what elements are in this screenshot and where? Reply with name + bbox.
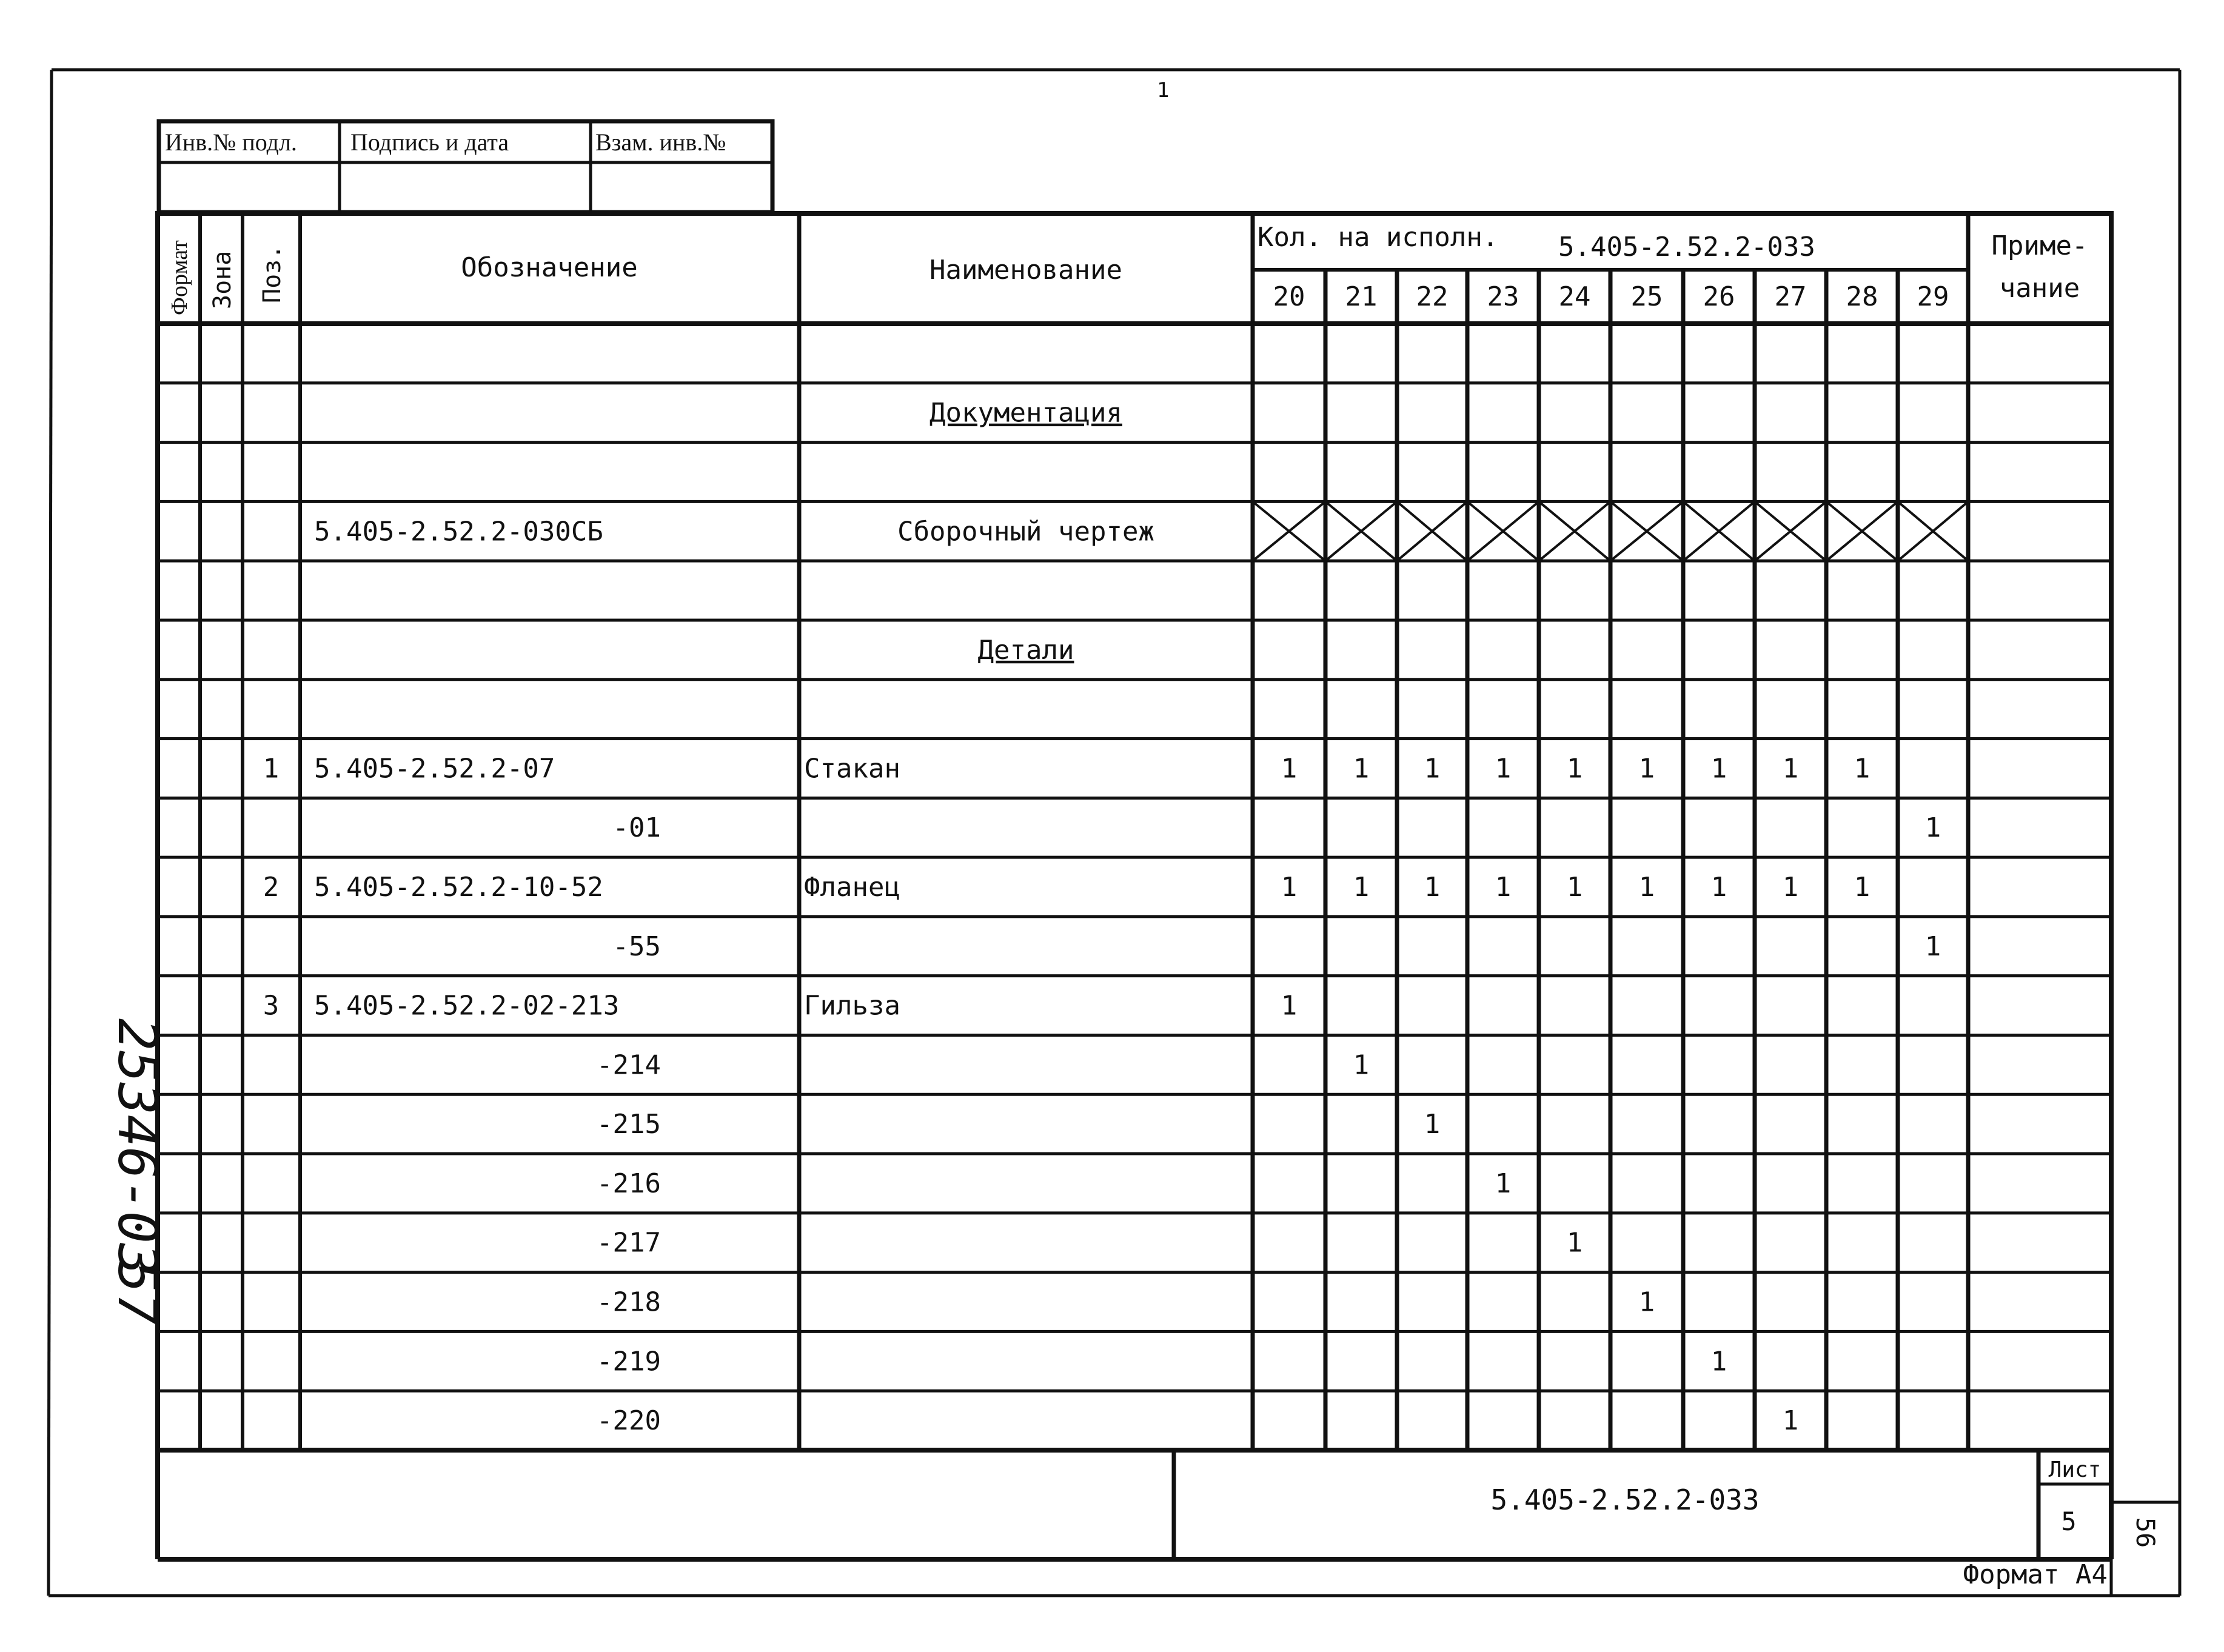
- table-row: [929, 398, 1122, 429]
- variant-header: 22: [1416, 281, 1449, 312]
- variant-header: 20: [1273, 281, 1305, 312]
- page-number: 56: [2131, 1517, 2160, 1548]
- variant-header: 29: [1917, 281, 1949, 312]
- table-row: [597, 1228, 1583, 1259]
- table-row: [597, 1405, 1798, 1436]
- row-designation: -216: [597, 1168, 661, 1199]
- row-designation: 5.405-2.52.2-030СБ: [314, 516, 603, 547]
- table-row: [263, 753, 1871, 784]
- table-row: [613, 931, 1941, 962]
- header-name: Наименование: [929, 255, 1122, 286]
- row-name: Гильза: [804, 990, 900, 1022]
- row-pos: 1: [263, 753, 280, 784]
- row-quantity: 1: [1710, 872, 1727, 903]
- table-row: [597, 1109, 1440, 1140]
- row-name: Фланец: [804, 872, 900, 903]
- format-label: Формат А4: [1963, 1559, 2108, 1590]
- row-designation: 5.405-2.52.2-07: [314, 753, 555, 784]
- row-quantity: 1: [1566, 872, 1583, 903]
- header-pos: Поз.: [258, 244, 286, 303]
- row-quantity: 1: [1710, 1346, 1727, 1377]
- table-row: [613, 812, 1941, 843]
- variant-header: 25: [1630, 281, 1663, 312]
- row-quantity: 1: [1281, 990, 1298, 1022]
- row-quantity: 1: [1495, 872, 1512, 903]
- row-quantity: 1: [1424, 872, 1441, 903]
- table-row: [597, 1168, 1511, 1199]
- row-designation: -01: [612, 812, 661, 844]
- handwritten-archive-page: 57: [106, 1261, 169, 1325]
- table-row: [314, 501, 1968, 561]
- row-designation: -217: [597, 1227, 661, 1259]
- row-designation: -214: [597, 1049, 661, 1081]
- table-row: [978, 635, 1074, 666]
- row-quantity: 1: [1782, 753, 1799, 784]
- row-designation: -218: [597, 1286, 661, 1318]
- table-grid: [158, 213, 2111, 1450]
- stamp-block: [159, 121, 772, 212]
- row-name: Стакан: [804, 753, 900, 784]
- row-quantity: 1: [1281, 872, 1298, 903]
- variant-header: 21: [1345, 281, 1378, 312]
- table-row: [263, 872, 1871, 903]
- header-note-line2: чание: [1999, 273, 2080, 304]
- title-block: [158, 1450, 2180, 1596]
- section-title: Детали: [977, 634, 1074, 666]
- sheet-number: 5: [2061, 1507, 2077, 1536]
- row-quantity: 1: [1424, 753, 1441, 784]
- table-row: [263, 991, 1298, 1022]
- row-quantity: 1: [1353, 1049, 1370, 1081]
- header-designation: Обозначение: [461, 252, 638, 283]
- row-quantity: 1: [1782, 1405, 1799, 1437]
- stamp-inv-podl-label: Инв.№ подл.: [165, 129, 297, 156]
- row-designation: -219: [597, 1346, 661, 1377]
- row-quantity: 1: [1424, 1109, 1441, 1140]
- variant-header: 26: [1703, 281, 1735, 312]
- row-designation: -220: [597, 1405, 661, 1437]
- handwritten-archive-number: 25346-03: [106, 1018, 169, 1276]
- doc-number: 5.405-2.52.2-033: [1490, 1483, 1760, 1516]
- row-quantity: 1: [1854, 872, 1871, 903]
- variant-header: 27: [1774, 281, 1807, 312]
- table-row: [597, 1287, 1655, 1318]
- row-quantity: 1: [1638, 1286, 1655, 1318]
- row-quantity: 1: [1854, 753, 1871, 784]
- row-quantity: 1: [1638, 872, 1655, 903]
- row-designation: 5.405-2.52.2-10-52: [314, 872, 603, 903]
- section-title: Документация: [929, 397, 1122, 429]
- header-format: Формат: [167, 240, 192, 315]
- variant-header: 24: [1558, 281, 1591, 312]
- row-quantity: 1: [1353, 872, 1370, 903]
- header-qty-label: Кол. на исполн.: [1258, 222, 1499, 253]
- row-pos: 2: [263, 872, 280, 903]
- header-zone: Зона: [209, 250, 236, 309]
- row-pos: 3: [263, 990, 280, 1022]
- variant-header: 28: [1846, 281, 1878, 312]
- row-quantity: 1: [1710, 753, 1727, 784]
- header-qty-doc: 5.405-2.52.2-033: [1558, 232, 1815, 263]
- sheet-label: Лист: [2048, 1457, 2102, 1482]
- row-quantity: 1: [1638, 753, 1655, 784]
- row-quantity: 1: [1353, 753, 1370, 784]
- header-note-line1: Приме-: [1991, 230, 2088, 261]
- stamp-signature-date-label: Подпись и дата: [350, 129, 509, 156]
- row-quantity: 1: [1782, 872, 1799, 903]
- stamp-vzam-inv-label: Взам. инв.№: [595, 129, 726, 156]
- row-designation: -215: [597, 1109, 661, 1140]
- row-quantity: 1: [1566, 753, 1583, 784]
- row-quantity: 1: [1566, 1227, 1583, 1259]
- row-designation: -55: [612, 931, 661, 962]
- variant-header: 23: [1487, 281, 1519, 312]
- row-quantity: 1: [1924, 931, 1941, 962]
- row-quantity: 1: [1495, 1168, 1512, 1199]
- row-designation: 5.405-2.52.2-02-213: [314, 990, 620, 1022]
- top-mark: 1: [1157, 78, 1170, 102]
- table-row: [597, 1346, 1727, 1377]
- row-name: Сборочный чертеж: [897, 516, 1154, 547]
- row-quantity: 1: [1924, 812, 1941, 844]
- row-quantity: 1: [1281, 753, 1298, 784]
- row-quantity: 1: [1495, 753, 1512, 784]
